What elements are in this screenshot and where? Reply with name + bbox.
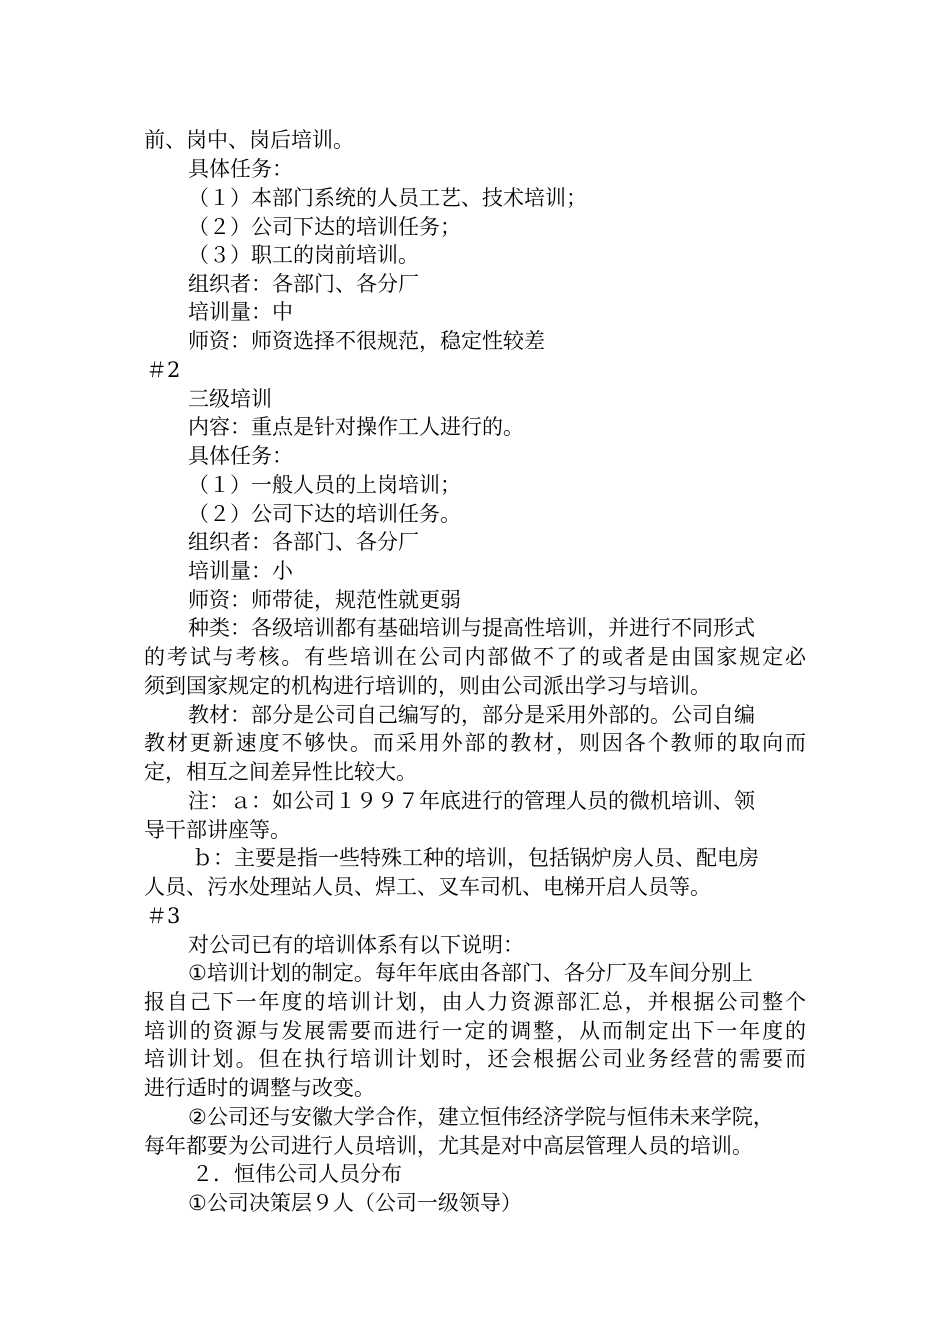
section-heading: 三级培训 <box>188 387 272 411</box>
text-line: 师资：师资选择不很规范，稳定性较差 <box>188 329 545 353</box>
paragraph-line: 教材：部分是公司自己编写的，部分是采用外部的。公司自编 <box>188 703 755 727</box>
text-line: 组织者：各部门、各分厂 <box>188 272 419 296</box>
text-line: 对公司已有的培训体系有以下说明： <box>188 933 524 957</box>
text-line: 组织者：各部门、各分厂 <box>188 530 419 554</box>
paragraph-line: 培训的资源与发展需要而进行一定的调整，从而制定出下一年度的 <box>144 1019 806 1043</box>
paragraph-line: ②公司还与安徽大学合作，建立恒伟经济学院与恒伟未来学院， <box>188 1105 774 1129</box>
paragraph-line: 的考试与考核。有些培训在公司内部做不了的或者是由国家规定必 <box>144 645 806 669</box>
section-marker: ＃3 <box>146 904 181 928</box>
text-line: （１）一般人员的上岗培训； <box>188 473 461 497</box>
paragraph-line: 人员、污水处理站人员、焊工、叉车司机、电梯开启人员等。 <box>144 875 711 899</box>
text-line: 师资：师带徒，规范性就更弱 <box>188 588 461 612</box>
paragraph-line: 报自己下一年度的培训计划，由人力资源部汇总，并根据公司整个 <box>144 990 806 1014</box>
paragraph-line: 培训计划。但在执行培训计划时，还会根据公司业务经营的需要而 <box>144 1047 806 1071</box>
paragraph-line: 定，相互之间差异性比较大。 <box>144 760 417 784</box>
text-line: （３）职工的岗前培训。 <box>188 243 419 267</box>
text-line: 具体任务： <box>188 444 293 468</box>
text-line: 具体任务： <box>188 157 293 181</box>
paragraph-line: 导干部讲座等。 <box>144 818 291 842</box>
paragraph-line: ①培训计划的制定。每年年底由各部门、各分厂及车间分别上 <box>188 961 753 985</box>
paragraph-line: 进行适时的调整与改变。 <box>144 1076 375 1100</box>
text-line: （２）公司下达的培训任务； <box>188 215 461 239</box>
text-line: 前、岗中、岗后培训。 <box>144 128 354 152</box>
section-heading: ２．恒伟公司人员分布 <box>192 1162 402 1186</box>
paragraph-line: 注：ａ：如公司１９９７年底进行的管理人员的微机培训、领 <box>188 789 755 813</box>
text-line: （２）公司下达的培训任务。 <box>188 502 461 526</box>
text-line: 培训量：中 <box>188 300 293 324</box>
text-line: 培训量：小 <box>188 559 293 583</box>
paragraph-line: 须到国家规定的机构进行培训的，则由公司派出学习与培训。 <box>144 674 711 698</box>
text-line: （１）本部门系统的人员工艺、技术培训； <box>188 186 587 210</box>
text-line: ①公司决策层９人（公司一级领导） <box>188 1191 522 1215</box>
text-line: 内容：重点是针对操作工人进行的。 <box>188 415 524 439</box>
paragraph-line: 教材更新速度不够快。而采用外部的教材，则因各个教师的取向而 <box>144 731 806 755</box>
paragraph-line: 每年都要为公司进行人员培训，尤其是对中高层管理人员的培训。 <box>144 1134 753 1158</box>
section-marker: ＃2 <box>146 358 181 382</box>
paragraph-line: ｂ：主要是指一些特殊工种的培训，包括锅炉房人员、配电房 <box>192 846 759 870</box>
paragraph-line: 种类：各级培训都有基础培训与提高性培训，并进行不同形式 <box>188 616 755 640</box>
